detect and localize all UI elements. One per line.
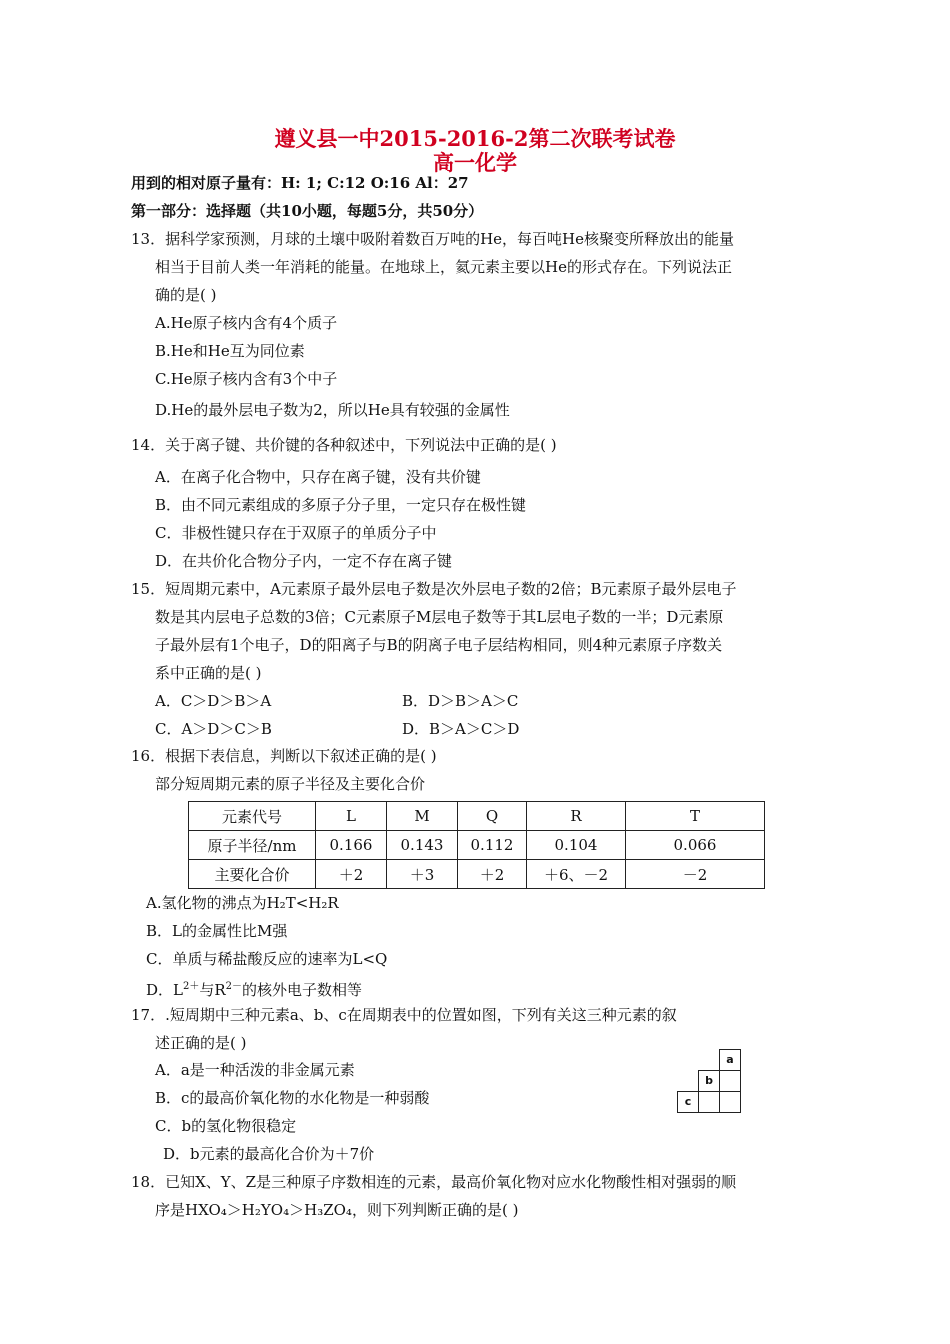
q17-stem-line1: 17．.短周期中三种元素a、b、c在周期表中的位置如图，下列有关这三种元素的叙 (131, 1006, 677, 1024)
q17-option-a: A．a是一种活泼的非金属元素 (155, 1061, 355, 1079)
element-cell-empty (719, 1091, 741, 1113)
q13-option-a: A.He原子核内含有4个质子 (155, 314, 338, 332)
q15-option-a: A．C＞D＞B＞A (155, 692, 272, 710)
q13-stem-line3: 确的是( ) (155, 286, 217, 304)
q16-table-caption: 部分短周期元素的原子半径及主要化合价 (155, 775, 426, 793)
q16-option-d (146, 977, 362, 1000)
q15-option-d: D．B＞A＞C＞D (402, 720, 520, 738)
element-cell-empty (698, 1091, 720, 1113)
q16-d-suffix: 的核外电子数相等 (242, 981, 363, 999)
q17-option-b: B．c的最高价氧化物的水化物是一种弱酸 (155, 1089, 430, 1107)
table-cell: ＋2 (316, 860, 387, 889)
q16-d-prefix: D．L (146, 981, 183, 999)
table-cell: ＋2 (458, 860, 527, 889)
table-cell: 主要化合价 (189, 860, 316, 889)
atomic-masses: 用到的相对原子量有：H: 1; C:12 O:16 Al：27 (131, 174, 469, 192)
q15-stem-line3: 子最外层有1个电子，D的阳离子与B的阴离子电子层结构相同，则4种元素原子序数关 (155, 636, 723, 654)
l-ion-charge: 2＋ (183, 981, 200, 992)
table-cell: M (387, 802, 458, 831)
q14-stem: 14．关于离子键、共价键的各种叙述中，下列说法中正确的是( ) (131, 436, 557, 454)
table-cell: ＋6、－2 (527, 860, 626, 889)
q13-stem-line2: 相当于目前人类一年消耗的能量。在地球上，氦元素主要以He的形式存在。下列说法正 (155, 258, 732, 276)
q13-option-b: B.He和He互为同位素 (155, 342, 305, 360)
table-row (189, 802, 765, 831)
table-cell: Q (458, 802, 527, 831)
q16-option-a: A.氢化物的沸点为H₂T<H₂R (146, 894, 339, 912)
q15-stem-line4: 系中正确的是( ) (155, 664, 262, 682)
q17-stem-line2: 述正确的是( ) (155, 1034, 247, 1052)
table-cell: 原子半径/nm (189, 831, 316, 860)
r-ion-charge: 2－ (225, 981, 243, 992)
q16-d-middle: 与R (199, 981, 226, 999)
table-cell: －2 (626, 860, 765, 889)
q15-option-c: C．A＞D＞C＞B (155, 720, 272, 738)
q14-option-b: B．由不同元素组成的多原子分子里，一定只存在极性键 (155, 496, 527, 514)
q16-option-b: B．L的金属性比M强 (146, 922, 288, 940)
table-cell: 元素代号 (189, 802, 316, 831)
q15-stem-line2: 数是其内层电子总数的3倍；C元素原子M层电子数等于其L层电子数的一半；D元素原 (155, 608, 724, 626)
q18-stem-line1: 18．已知X、Y、Z是三种原子序数相连的元素，最高价氧化物对应水化物酸性相对强弱的顺 (131, 1173, 737, 1191)
q13-stem-line1: 13．据科学家预测，月球的土壤中吸附着数百万吨的He，每百吨He核聚变所释放出的能量 (131, 230, 735, 248)
subject-title: 高一化学 (433, 150, 517, 175)
element-data-table (188, 801, 765, 889)
table-cell: 0.143 (387, 831, 458, 860)
q14-option-a: A．在离子化合物中，只存在离子键，没有共价键 (155, 468, 481, 486)
element-cell-c: c (677, 1091, 699, 1113)
q18-stem-line2: 序是HXO₄＞H₂YO₄＞H₃ZO₄，则下列判断正确的是( ) (155, 1201, 519, 1219)
part-one-heading: 第一部分：选择题（共10小题，每题5分，共50分） (131, 202, 484, 220)
exam-title: 遵义县一中2015-2016-2第二次联考试卷 (274, 126, 676, 151)
table-cell: 0.112 (458, 831, 527, 860)
q15-stem-line1: 15．短周期元素中，A元素原子最外层电子数是次外层电子数的2倍；B元素原子最外层电子 (131, 580, 737, 598)
q17-option-d: D．b元素的最高化合价为＋7价 (163, 1145, 375, 1163)
table-cell: R (527, 802, 626, 831)
table-row (189, 860, 765, 889)
q16-stem: 16．根据下表信息，判断以下叙述正确的是( ) (131, 747, 437, 765)
q16-option-c: C．单质与稀盐酸反应的速率为L<Q (146, 950, 388, 968)
q13-option-d: D.He的最外层电子数为2，所以He具有较强的金属性 (155, 401, 510, 419)
q14-option-c: C．非极性键只存在于双原子的单质分子中 (155, 524, 437, 542)
element-cell-a: a (719, 1049, 741, 1071)
element-cell-empty (719, 1070, 741, 1092)
table-row (189, 831, 765, 860)
table-cell: T (626, 802, 765, 831)
table-cell: ＋3 (387, 860, 458, 889)
table-cell: 0.104 (527, 831, 626, 860)
q14-option-d: D．在共价化合物分子内，一定不存在离子键 (155, 552, 453, 570)
element-cell-b: b (698, 1070, 720, 1092)
table-cell: L (316, 802, 387, 831)
table-cell: 0.066 (626, 831, 765, 860)
q13-option-c: C.He原子核内含有3个中子 (155, 370, 338, 388)
q15-option-b: B．D＞B＞A＞C (402, 692, 519, 710)
table-cell: 0.166 (316, 831, 387, 860)
q17-option-c: C．b的氢化物很稳定 (155, 1117, 297, 1135)
